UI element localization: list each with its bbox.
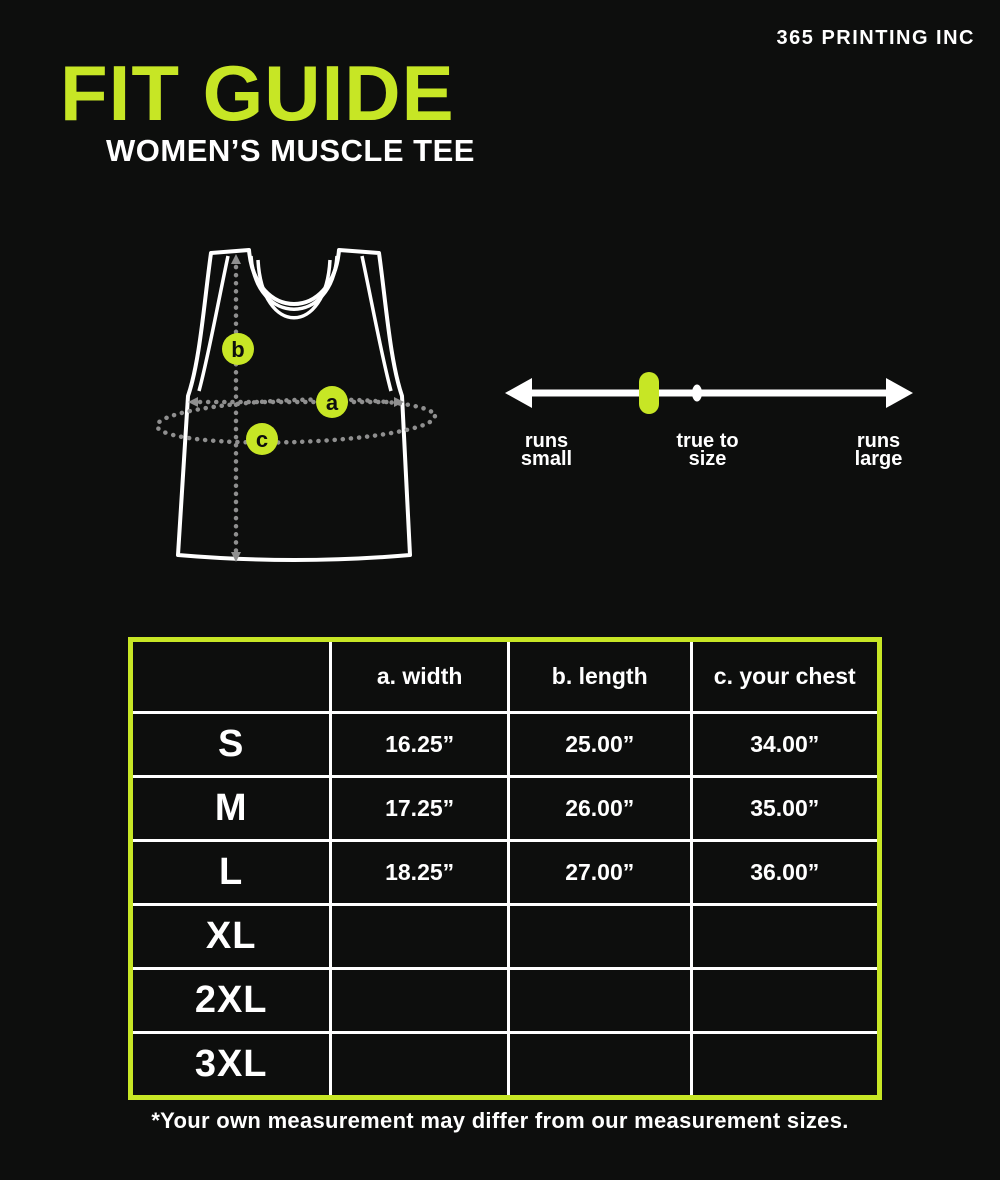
value-cell [332,970,507,1031]
value-cell: 26.00” [510,778,690,839]
scale-arrowhead-left [505,378,532,408]
scale-label-runs-small [494,432,599,468]
brand-text: 365 PRINTING INC [776,27,975,49]
measurement-disclaimer: *Your own measurement may differ from our measurement sizes. [151,1108,849,1133]
center-tick-dot [692,385,702,402]
value-cell [693,970,877,1031]
value-cell [693,906,877,967]
scale-label-line: small [520,448,573,470]
size-cell: 3XL [133,1034,329,1095]
marker-b-letter: b [231,337,245,362]
value-cell [693,1034,877,1095]
size-table [128,637,882,1100]
page-subtitle: WOMEN’S MUSCLE TEE [106,133,475,168]
scale-label-line: runs [524,430,569,452]
header-cell-length: b. length [510,642,690,711]
size-cell: L [133,842,329,903]
scale-label-line: large [854,448,903,470]
value-cell [510,906,690,967]
marker-c-letter: c [255,427,269,452]
value-cell: 17.25” [332,778,507,839]
collar-line-outer [251,256,337,309]
value-cell [332,906,507,967]
scale-arrowhead-right [886,378,913,408]
header-cell-empty [133,642,329,711]
scale-label-line: true to [676,430,739,452]
header-cell-width: a. width [332,642,507,711]
scale-label-line: runs [856,430,901,452]
value-cell: 18.25” [332,842,507,903]
value-cell: 34.00” [693,714,877,775]
value-cell [510,1034,690,1095]
value-cell: 36.00” [693,842,877,903]
value-cell: 27.00” [510,842,690,903]
fit-indicator-pill [639,372,659,414]
header-cell-chest: c. your chest [693,642,877,711]
value-cell: 16.25” [332,714,507,775]
value-cell [332,1034,507,1095]
value-cell: 25.00” [510,714,690,775]
fit-scale [505,368,913,420]
page-title: FIT GUIDE [60,49,455,137]
value-cell [510,970,690,1031]
size-cell: XL [133,906,329,967]
size-cell: 2XL [133,970,329,1031]
marker-a-letter: a [325,390,339,415]
scale-label-true-to-size [645,432,770,468]
length-arrow-up [231,254,241,264]
scale-label-line: size [688,448,727,470]
tee-diagram [148,243,448,573]
size-cell: S [133,714,329,775]
value-cell: 35.00” [693,778,877,839]
size-cell: M [133,778,329,839]
scale-label-runs-large [826,432,931,468]
